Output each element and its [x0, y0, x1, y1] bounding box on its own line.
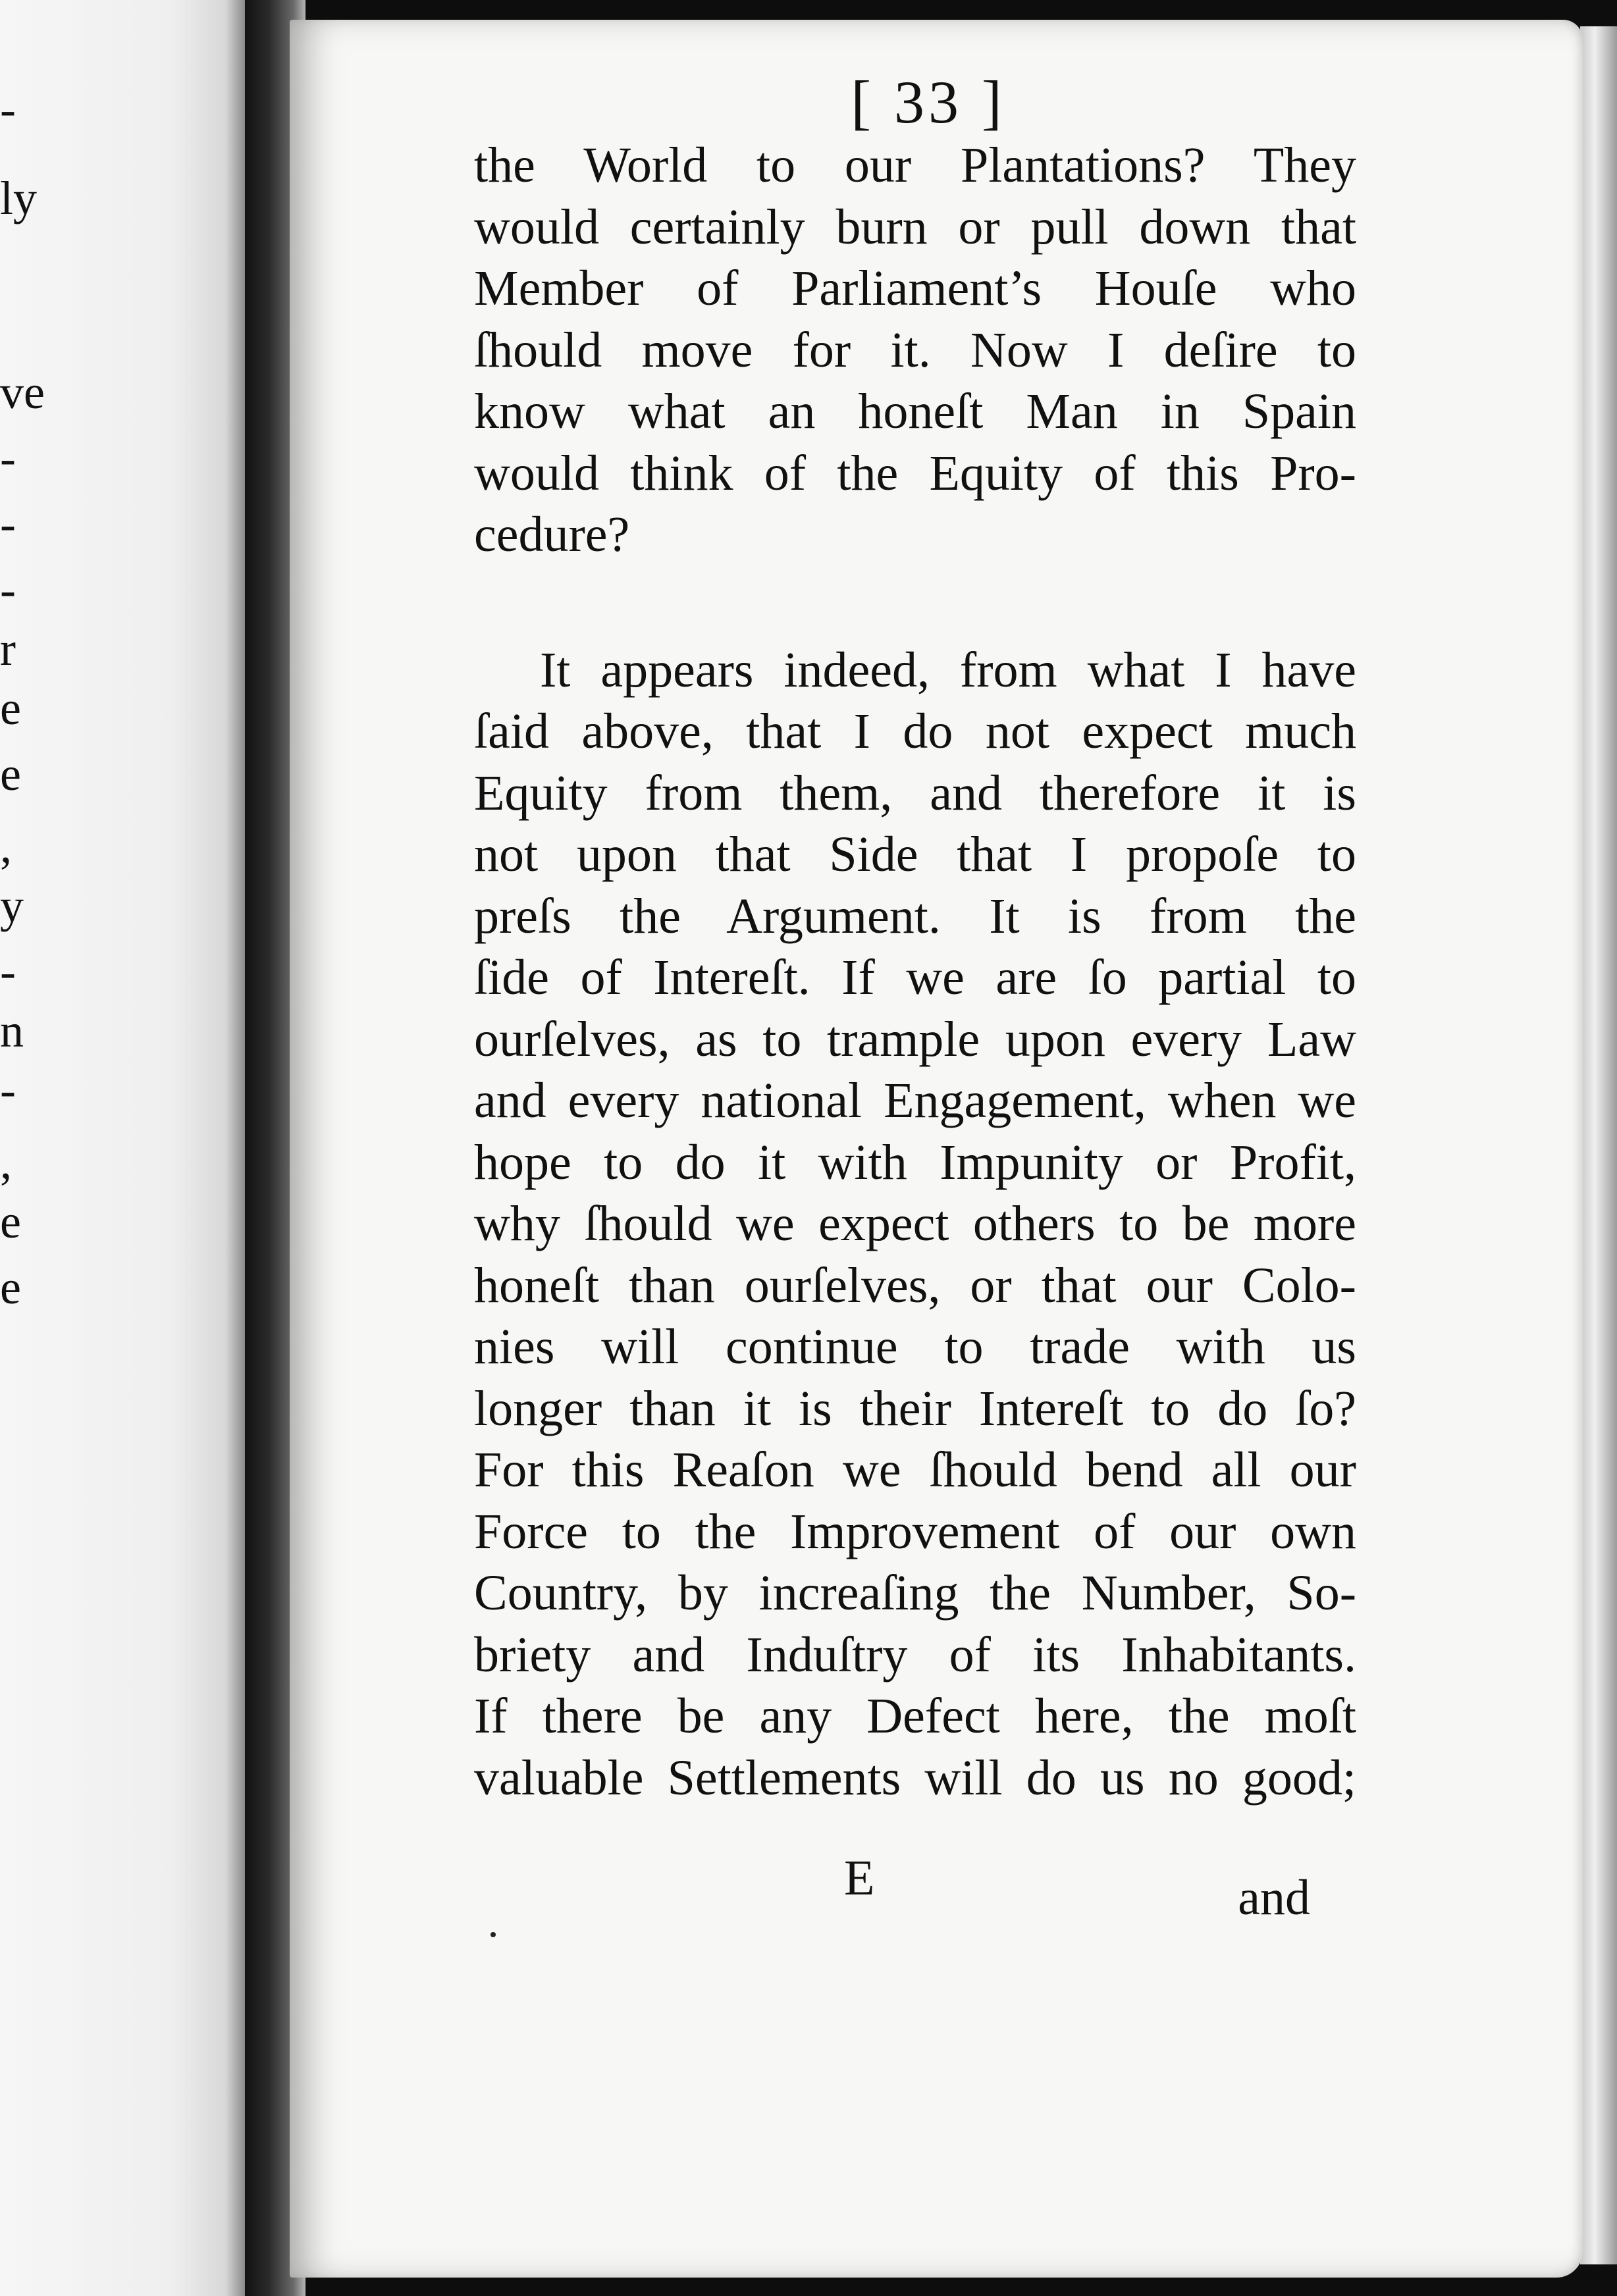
page-number: [ 33 ] — [851, 68, 1006, 136]
text-line: Force to the Improvement of our own — [474, 1503, 1356, 1559]
left-page-glyph: r — [0, 623, 16, 675]
body-text — [474, 135, 1356, 1809]
left-facing-page — [0, 0, 245, 2296]
text-line: hope to do it with Impunity or Profit, — [474, 1134, 1356, 1190]
left-page-glyph: , — [0, 1136, 12, 1189]
catchword: and — [1238, 1870, 1310, 1925]
text-line: longer than it is their Intereſt to do ſo? — [474, 1380, 1356, 1436]
text-line: Member of Parliament’s Houſe who — [474, 261, 1356, 316]
left-page-glyph: - — [0, 432, 16, 484]
signature-mark: E — [844, 1850, 875, 1906]
left-page-glyph: e — [0, 748, 21, 800]
text-line: For this Reaſon we ſhould bend all our — [474, 1442, 1356, 1498]
left-page-glyph: - — [0, 1064, 16, 1116]
text-line: and every national Engagement, when we — [474, 1073, 1356, 1128]
text-line: If there be any Defect here, the moſt — [474, 1688, 1356, 1744]
paragraph-1 — [474, 135, 1356, 566]
text-line: know what an honeſt Man in Spain — [474, 384, 1356, 439]
page-edge-stack — [1580, 26, 1617, 2264]
text-line: ſide of Intereſt. If we are ſo partial to — [474, 950, 1356, 1005]
paragraph-2 — [474, 640, 1356, 1810]
left-page-glyph: ve — [0, 366, 45, 419]
text-line: the World to our Plantations? They — [474, 138, 1356, 193]
text-line: Country, by increaſing the Number, So- — [474, 1565, 1356, 1621]
left-page-glyph: - — [0, 83, 16, 136]
left-page-glyph: - — [0, 945, 16, 998]
text-line: It appears indeed, from what I have — [540, 642, 1356, 698]
text-line: why ſhould we expect others to be more — [474, 1196, 1356, 1251]
left-page-glyph: y — [0, 879, 24, 932]
left-page-glyph: e — [0, 1195, 21, 1248]
text-line: Equity from them, and therefore it is — [474, 765, 1356, 821]
text-line: nies will continue to trade with us — [474, 1319, 1356, 1374]
text-line: not upon that Side that I propoſe to — [474, 827, 1356, 882]
text-line: valuable Settlements will do us no good; — [474, 1750, 1356, 1806]
left-page-glyph: - — [0, 563, 16, 616]
left-page-glyph: - — [0, 498, 16, 550]
paragraph-gap — [474, 566, 1356, 640]
ink-speck — [490, 1932, 496, 1937]
left-page-glyph: e — [0, 1261, 21, 1314]
left-page-glyph: ly — [0, 172, 38, 224]
text-line: ſaid above, that I do not expect much — [474, 704, 1356, 759]
text-line: cedure? — [474, 507, 630, 562]
text-line: ſhould move for it. Now I deſire to — [474, 322, 1356, 378]
text-line: briety and Induſtry of its Inhabitants. — [474, 1627, 1356, 1683]
text-line: ourſelves, as to trample upon every Law — [474, 1011, 1356, 1067]
text-line: honeſt than ourſelves, or that our Colo- — [474, 1257, 1356, 1313]
left-page-glyph: , — [0, 820, 12, 873]
text-line: would think of the Equity of this Pro- — [474, 445, 1356, 501]
left-page-glyph: n — [0, 1004, 24, 1057]
text-line: preſs the Argument. It is from the — [474, 888, 1356, 944]
left-page-glyph: e — [0, 682, 21, 735]
page-footer — [474, 1848, 1310, 1925]
text-line: would certainly burn or pull down that — [474, 199, 1356, 255]
